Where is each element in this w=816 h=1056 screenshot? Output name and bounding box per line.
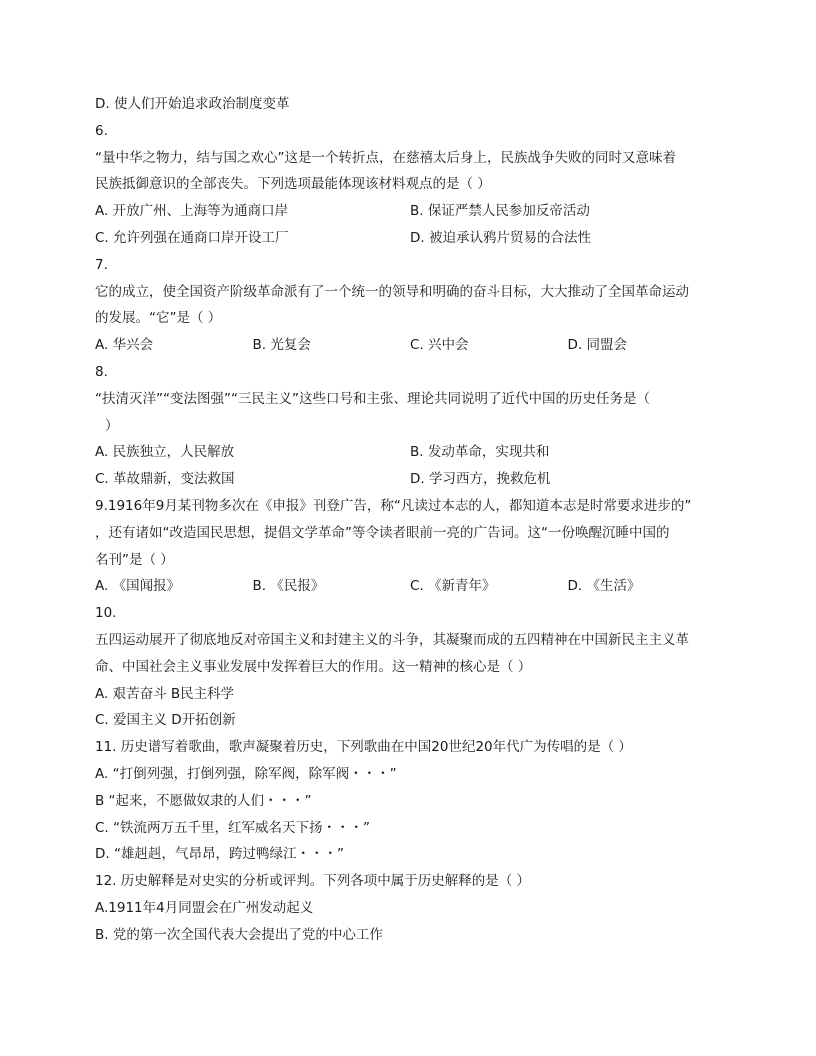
q9-stem-line-2: ，还有诸如“改造国民思想，提倡文学革命”等令读者眼前一亮的广告词。这“一份唤醒沉睡中国的 <box>95 524 670 541</box>
q9-options-row <box>95 573 725 600</box>
q7-option-c: C. 兴中会 <box>410 337 469 354</box>
q11-option-a: A. “打倒列强，打倒列强，除军阀，除军阀・・・” <box>95 765 397 782</box>
q9-stem-line-1: 9.1916年9月某刊物多次在《申报》刊登广告，称“凡读过本志的人，都知道本志是时常要求进步的” <box>95 497 692 514</box>
q6-option-d: D. 被迫承认鸦片贸易的合法性 <box>410 229 591 246</box>
q8-option-b: B. 发动革命，实现共和 <box>410 444 550 461</box>
q6-stem-line-2: 民族抵御意识的全部丧失。下列选项最能体现该材料观点的是（ ） <box>95 176 491 193</box>
q8-number: 8. <box>95 363 108 380</box>
q7-option-b: B. 光复会 <box>252 337 311 354</box>
q7-option-d: D. 同盟会 <box>567 337 627 354</box>
q8-stem-line-2: ） <box>105 417 119 434</box>
q11-option-b: B “起来，不愿做奴隶的人们・・・” <box>95 792 312 809</box>
q7-number: 7. <box>95 256 108 273</box>
q6-stem-line-1: “量中华之物力，结与国之欢心”这是一个转折点，在慈禧太后身上，民族战争失败的同时又意味着 <box>95 149 676 166</box>
q8-option-d: D. 学习西方，挽救危机 <box>410 471 551 488</box>
q6-option-b: B. 保证严禁人民参加反帝活动 <box>410 203 590 220</box>
q12-stem: 12. 历史解释是对史实的分析或评判。下列各项中属于历史解释的是（ ） <box>95 873 531 890</box>
q12-option-a: A.1911年4月同盟会在广州发动起义 <box>95 899 314 916</box>
q7-stem-line-2: 的发展。“它”是（ ） <box>95 310 222 327</box>
q7-stem-line-1: 它的成立，使全国资产阶级革命派有了一个统一的领导和明确的奋斗目标，大大推动了全国革命运动 <box>95 283 689 300</box>
q6-option-a: A. 开放广州、上海等为通商口岸 <box>95 203 289 220</box>
page-content <box>95 91 725 949</box>
q7-option-a: A. 华兴会 <box>95 337 154 354</box>
q9-stem-line-3: 名刊”是（ ） <box>95 551 174 568</box>
q6-number: 6. <box>95 122 108 139</box>
q9-option-b: B. 《民报》 <box>252 578 325 595</box>
q6-options-row-2 <box>95 225 725 252</box>
q10-options-line-1: A. 艰苦奋斗 B民主科学 <box>95 685 235 702</box>
q8-stem-line-1: “扶清灭洋”“变法图强”“三民主义”这些口号和主张、理论共同说明了近代中国的历史任务是（ <box>95 390 650 407</box>
q11-option-c: C. “铁流两万五千里，红军威名天下扬・・・” <box>95 819 370 836</box>
q7-options-row <box>95 332 725 359</box>
q10-stem-line-2: 命、中国社会主义事业发展中发挥着巨大的作用。这一精神的核心是（ ） <box>95 658 532 675</box>
q6-options-row-1 <box>95 198 725 225</box>
q10-options-line-2: C. 爱国主义 D开拓创新 <box>95 712 236 729</box>
q8-options-row-1 <box>95 439 725 466</box>
q9-option-d: D. 《生活》 <box>567 578 641 595</box>
q9-option-a: A. 《国闻报》 <box>95 578 181 595</box>
q8-option-c: C. 革故鼎新，变法救国 <box>95 471 235 488</box>
q10-number: 10. <box>95 605 117 622</box>
q12-option-b: B. 党的第一次全国代表大会提出了党的中心工作 <box>95 926 383 943</box>
q8-option-a: A. 民族独立，人民解放 <box>95 444 235 461</box>
q5-option-d: D. 使人们开始追求政治制度变革 <box>95 96 290 112</box>
q11-option-d: D. “雄赳赳，气昂昂，跨过鸭绿江・・・” <box>95 846 344 863</box>
q10-stem-line-1: 五四运动展开了彻底地反对帝国主义和封建主义的斗争，其凝聚而成的五四精神在中国新民主主义革 <box>95 631 689 648</box>
q11-stem: 11. 历史谱写着歌曲，歌声凝聚着历史，下列歌曲在中国20世纪20年代广为传唱的是（ ） <box>95 739 632 756</box>
q9-option-c: C. 《新青年》 <box>410 578 496 595</box>
q6-option-c: C. 允许列强在通商口岸开设工厂 <box>95 229 289 246</box>
q8-options-row-2 <box>95 466 725 493</box>
